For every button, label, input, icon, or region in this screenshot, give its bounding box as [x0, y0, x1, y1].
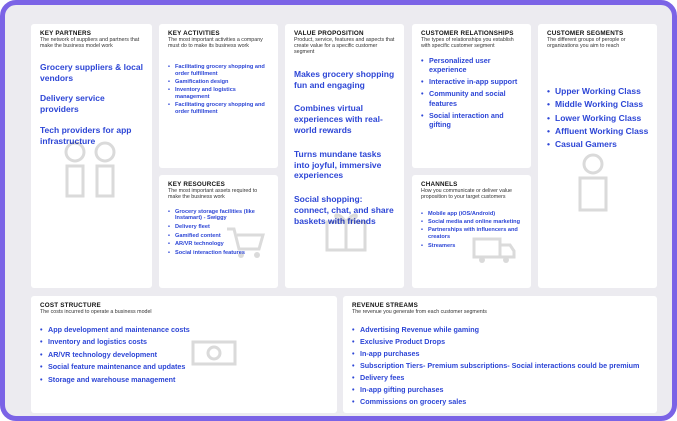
list-item: • Subscription Tiers- Premium subscriptions- Social interactions could be premium [352, 361, 650, 370]
list-item: • App development and maintenance costs [40, 325, 330, 334]
list-item: • Delivery fleet [168, 223, 271, 232]
list-item: • Personalized user experience [421, 56, 524, 74]
list-item: • Inventory and logistics costs [40, 337, 330, 346]
customer-relationships-title: CUSTOMER RELATIONSHIPS [421, 30, 514, 37]
key-activities-card [159, 24, 278, 168]
list-item: Social shopping: connect, chat, and share baskets with friends [294, 194, 394, 226]
gift-icon [321, 204, 371, 254]
list-item: Delivery service providers [40, 93, 105, 115]
key-partners-subtitle: The network of suppliers and partners that make the business model work [40, 37, 140, 49]
list-item: • Gamification design [168, 79, 271, 87]
key-activities-subtitle: The most important activities a company must do to make its business work [168, 37, 263, 49]
revenue-streams-card [343, 296, 657, 413]
list-item: • Commissions on grocery sales [352, 397, 650, 406]
user-icon [568, 152, 618, 212]
list-item: • In-app gifting purchases [352, 385, 650, 394]
list-item: • Inventory and logistics management [168, 87, 271, 102]
list-item: • Facilitating grocery shopping and order fulfillment [168, 102, 271, 117]
customer-segments-card [538, 24, 657, 288]
list-item: • Delivery fees [352, 373, 650, 382]
list-item: • Storage and warehouse management [40, 375, 330, 384]
list-item: • Facilitating grocery shopping and order fulfillment [168, 64, 271, 79]
value-proposition-subtitle: Product, service, features and aspects that create value for a specific customer segment [294, 37, 395, 55]
list-item: • Partnerships with influencers and creators [421, 227, 524, 240]
list-item: • In-app purchases [352, 349, 650, 358]
list-item: Makes grocery shopping fun and engaging [294, 68, 395, 90]
list-item: Turns mundane tasks into joyful, immersive experiences [294, 148, 382, 181]
list-item: • Upper Working Class [547, 86, 650, 97]
list-item: • Social interaction features [168, 249, 271, 258]
list-item: • Mobile app (iOS/Android) [421, 210, 524, 219]
list-item: • Social interaction and gifting [421, 111, 524, 129]
list-item: • Exclusive Product Drops [352, 337, 650, 346]
value-proposition-card [285, 24, 404, 288]
key-resources-title: KEY RESOURCES [168, 181, 226, 188]
key-partners-title: KEY PARTNERS [40, 30, 92, 37]
list-item: Grocery suppliers & local vendors [40, 61, 143, 83]
list-item: Tech providers for app infrastructure [40, 125, 132, 146]
list-item: • Advertising Revenue while gaming [352, 325, 650, 334]
list-item: • Community and social features [421, 89, 524, 107]
list-item: • Middle Working Class [547, 99, 650, 110]
list-item: • Affluent Working Class [547, 126, 650, 137]
value-proposition-title: VALUE PROPOSITION [294, 30, 364, 37]
key-activities-title: KEY ACTIVITIES [168, 30, 220, 37]
list-item: • Streamers [421, 242, 524, 251]
channels-title: CHANNELS [421, 181, 458, 188]
list-item: • Casual Gamers [547, 139, 650, 150]
list-item: • Interactive in-app support [421, 77, 524, 86]
cost-structure-title: COST STRUCTURE [40, 302, 101, 309]
list-item: Combines virtual experiences with real-world rewards [294, 103, 383, 135]
list-item: • Grocery storage facilities (like Instamart) - Swiggy [168, 209, 271, 222]
revenue-streams-title: REVENUE STREAMS [352, 302, 418, 309]
cost-structure-card [31, 296, 337, 413]
channels-card [412, 175, 531, 288]
channels-subtitle: How you communicate or deliver value proposition to your target customers [421, 188, 512, 200]
customer-relationships-subtitle: The types of relationships you establish with specific customer segment [421, 37, 514, 49]
customer-segments-title: CUSTOMER SEGMENTS [547, 30, 624, 37]
list-item: • Lower Working Class [547, 113, 650, 124]
list-item: • Social feature maintenance and updates [40, 362, 330, 371]
key-resources-card [159, 175, 278, 288]
handshake-icon [55, 134, 125, 204]
customer-segments-subtitle: The different groups of perople or organizations you aim to reach [547, 37, 626, 49]
revenue-streams-subtitle: The revenue you generate from each customer segments [352, 309, 487, 315]
list-item: • Gamified content [168, 232, 271, 241]
list-item: • AR/VR technology development [40, 350, 330, 359]
cost-structure-subtitle: The costs incurred to operate a business model [40, 309, 152, 315]
key-partners-card [31, 24, 152, 288]
customer-relationships-card [412, 24, 531, 168]
list-item: • AR/VR technology [168, 240, 271, 249]
list-item: • Social media and online marketing [421, 218, 524, 227]
key-resources-subtitle: The most important assets required to make the business work [168, 188, 258, 200]
